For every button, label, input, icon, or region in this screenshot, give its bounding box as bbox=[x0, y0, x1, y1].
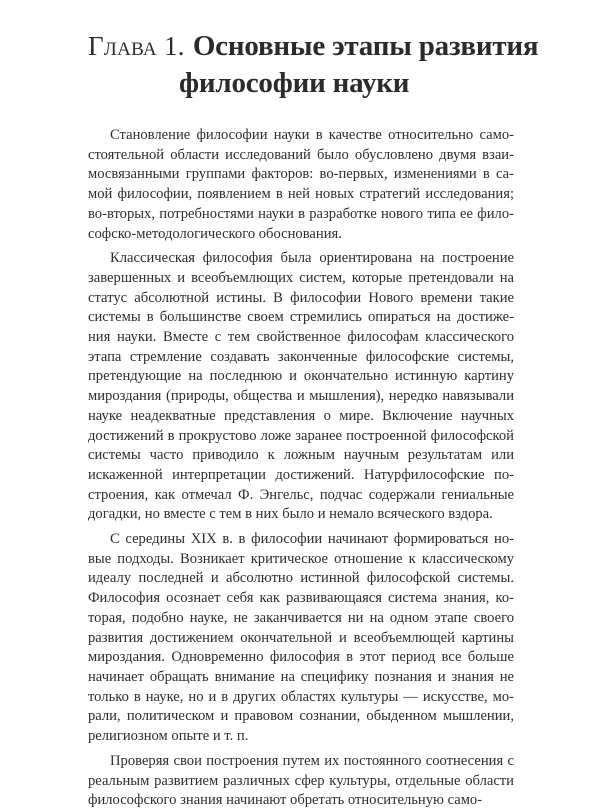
paragraph: Классическая философия была ориентирована на построение завершенных и всеобъемлющих систем, которые претендовали на статус абсолютной истины. В философии Нового времени такие системы в большинстве своем стремились опираться на достижения науки. Вместе с тем свойственное философам классического этапа стремление создавать законченные философские системы, претендующие на последнюю и окончательно истинную картину мироздания (природы, общества и мышления), нередко навязывали науке неадекватные представления о мире. Включение научных достижений в прокрустово ложе заранее построенной философской системы часто приводило к ложным научным результатам или искаженной интерпретации достижений. Натурфилософские построения, как отмечал Ф. Энгельс, подчас содержали гениальные догадки, но вместе с тем в них было и немало всяческого вздора. bbox=[88, 250, 514, 523]
chapter-title-line2: философии науки bbox=[179, 67, 410, 99]
chapter-heading bbox=[88, 26, 568, 102]
chapter-title-line1: Основные этапы развития bbox=[192, 30, 539, 62]
paragraph: С середины XIX в. в философии начинают формироваться новые подходы. Возникает критическое отношение к классическому идеалу последней и абсолютно истинной философской системы. Философия осознает себя как развивающаяся система знания, которая, подобно науке, не заканчивается ни на одном этапе своего развития достижением окончательной и всеобъемлющей картины мироздания. Одновременно философия в этот период все больше начинает обращать внимание на специфику познания и знания не только в науке, но и в других областях культуры — искусстве, морали, политическом и правовом сознании, обыденном мышлении, религиозном опыте и т. п. bbox=[88, 531, 514, 745]
paragraph: Становление философии науки в качестве относительно самостоятельной области исследований было обусловлено двумя взаимосвязанными группами факторов: во-первых, изменениями в самой философии, появлением в ней новых стратегий исследования; во-вторых, потребностями науки в разработке нового типа ее философско-методологического обоснования. bbox=[88, 127, 514, 242]
body-text bbox=[88, 126, 514, 811]
chapter-label: Глава 1. bbox=[88, 31, 185, 61]
paragraph: Проверяя свои построения путем их постоянного соотнесения с реальным развитием различных сфер культуры, отдельные области философского знания начинают обретать относительную само- bbox=[88, 752, 514, 809]
